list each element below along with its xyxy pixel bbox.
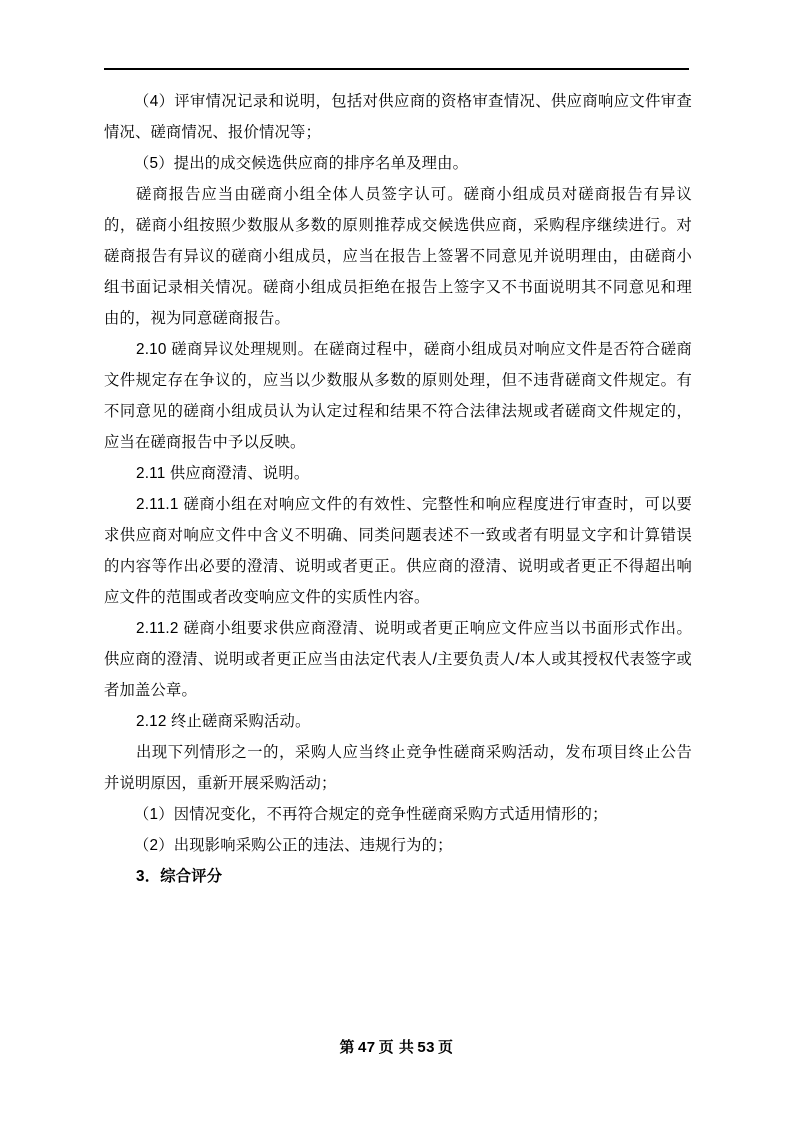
paragraph: （2）出现影响采购公正的违法、违规行为的； [134, 837, 453, 854]
paragraph: 2.11 供应商澄清、说明。 [136, 465, 310, 482]
footer-total-pages: 53 [417, 1039, 436, 1056]
paragraph: 出现下列情形之一的，采购人应当终止竞争性磋商采购活动，发布项目终止公告并说明原因，重新开展采购活动； [104, 744, 692, 792]
paragraph: 2.11.2 磋商小组要求供应商澄清、说明或者更正响应文件应当以书面形式作出。供应商的澄清、说明或者更正应当由法定代表人/主要负责人/本人或其授权代表签字或者加盖公章。 [104, 620, 692, 699]
paragraph: （5）提出的成交候选供应商的排序名单及理由。 [134, 155, 469, 172]
footer-total-label: 共 [398, 1039, 415, 1056]
paragraph: 2.10 磋商异议处理规则。在磋商过程中，磋商小组成员对响应文件是否符合磋商文件规定存在争议的，应当以少数服从多数的原则处理，但不违背磋商文件规定。有不同意见的磋商小组成员认为认定过程和结果不符合法律法规或者磋商文件规定的，应当在磋商报告中予以反映。 [104, 341, 692, 451]
page-footer [0, 1036, 793, 1057]
paragraph: （1）因情况变化，不再符合规定的竞争性磋商采购方式适用情形的； [134, 806, 608, 823]
footer-current-page: 47 [357, 1039, 376, 1056]
header-divider [104, 68, 689, 70]
footer-prefix: 第 [339, 1039, 355, 1056]
document-body [104, 86, 692, 892]
paragraph: （4）评审情况记录和说明，包括对供应商的资格审查情况、供应商响应文件审查情况、磋商情况、报价情况等； [104, 93, 692, 141]
paragraph: 2.11.1 磋商小组在对响应文件的有效性、完整性和响应程度进行审查时，可以要求供应商对响应文件中含义不明确、同类问题表述不一致或者有明显文字和计算错误的内容等作出必要的澄清、说明或者更正。供应商的澄清、说明或者更正不得超出响应文件的范围或者改变响应文件的实质性内容。 [104, 496, 692, 606]
paragraph: 磋商报告应当由磋商小组全体人员签字认可。磋商小组成员对磋商报告有异议的，磋商小组按照少数服从多数的原则推荐成交候选供应商，采购程序继续进行。对磋商报告有异议的磋商小组成员，应当在报告上签署不同意见并说明理由，由磋商小组书面记录相关情况。磋商小组成员拒绝在报告上签字又不书面说明其不同意见和理由的，视为同意磋商报告。 [104, 186, 692, 327]
footer-middle: 页 [378, 1039, 395, 1056]
section-heading: 3．综合评分 [136, 868, 223, 885]
paragraph: 2.12 终止磋商采购活动。 [136, 713, 311, 730]
footer-suffix: 页 [438, 1039, 454, 1056]
